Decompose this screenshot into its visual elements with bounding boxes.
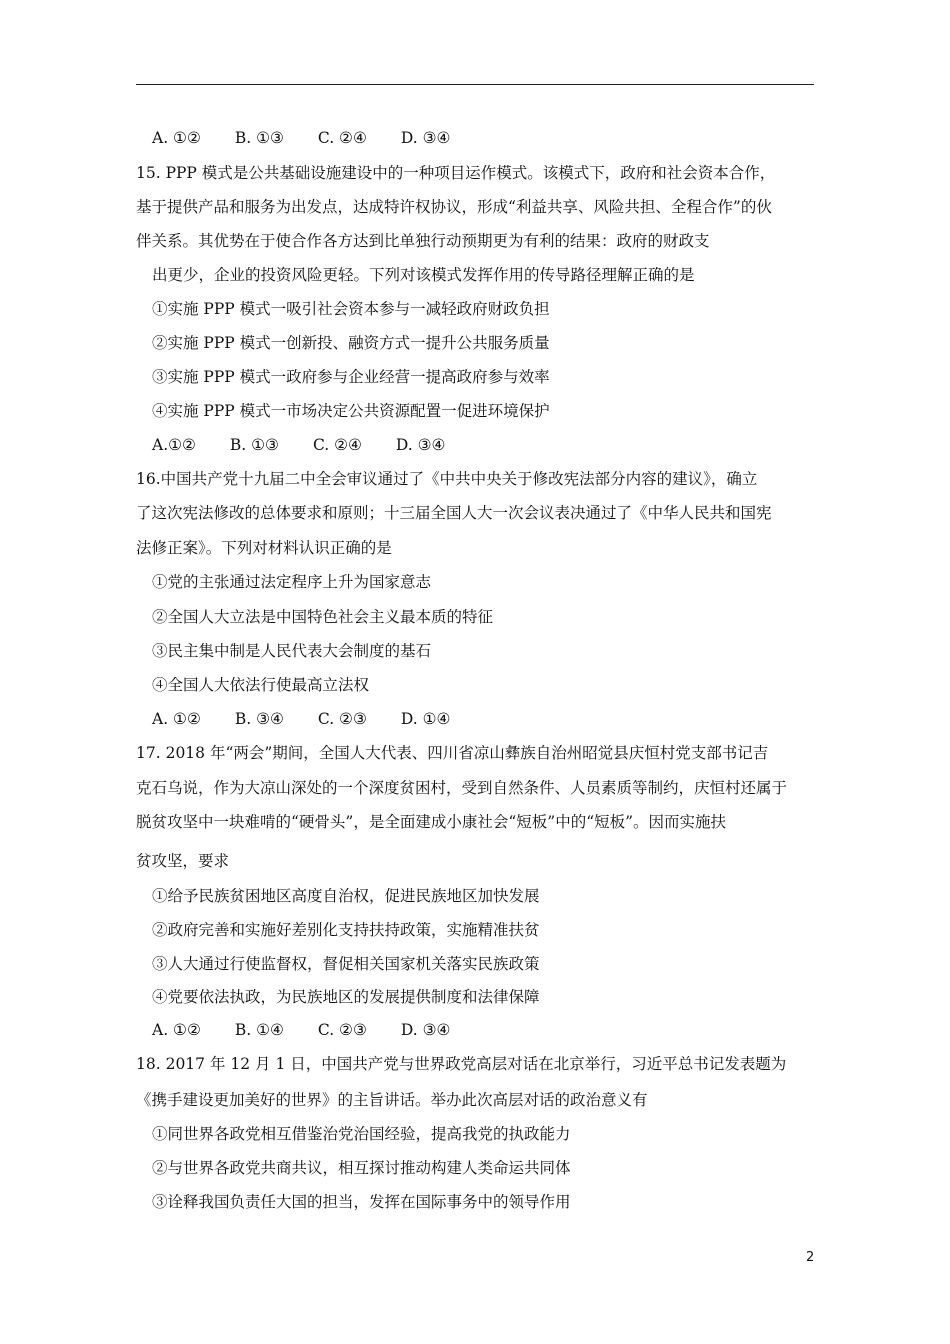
q17-option: ①给予民族贫困地区高度自治权，促进民族地区加快发展	[152, 887, 540, 905]
q17-choices	[152, 1020, 484, 1040]
choice-b: B. ③④	[234, 710, 284, 728]
q15-option: ④实施 PPP 模式一市场决定公共资源配置一促进环境保护	[152, 402, 550, 420]
q16-option: ④全国人大依法行使最高立法权	[152, 676, 370, 694]
q15-stem-line: 伴关系。其优势在于使合作各方达到比单独行动预期更为有利的结果：政府的财政支	[136, 232, 710, 250]
choice-a: A. ①②	[152, 710, 201, 728]
q14-choices	[152, 128, 484, 148]
q15-stem-line: 出更少，企业的投资风险更轻。下列对该模式发挥作用的传导路径理解正确的是	[152, 266, 695, 284]
q17-stem-line: 脱贫攻坚中一块难啃的“硬骨头”，是全面建成小康社会“短板”中的“短板”。因而实施扶	[136, 813, 727, 831]
choice-a: A. ①②	[152, 129, 201, 147]
q17-stem-line: 17. 2018 年“两会”期间，全国人大代表、四川省凉山彝族自治州昭觉县庆恒村党支部书记吉	[136, 744, 769, 762]
q18-option: ②与世界各政党共商共议，相互探讨推动构建人类命运共同体	[152, 1159, 571, 1177]
choice-d: D. ③④	[400, 129, 451, 147]
q15-choices	[152, 435, 479, 455]
q15-option: ①实施 PPP 模式一吸引社会资本参与一减轻政府财政负担	[152, 300, 550, 318]
choice-b: B. ①③	[229, 436, 279, 454]
q16-option: ③民主集中制是人民代表大会制度的基石	[152, 642, 432, 660]
choice-c: C. ②④	[312, 436, 362, 454]
choice-d: D. ③④	[395, 436, 446, 454]
choice-b: B. ①③	[234, 129, 284, 147]
q18-option: ③诠释我国负责任大国的担当，发挥在国际事务中的领导作用	[152, 1193, 571, 1211]
q16-option: ②全国人大立法是中国特色社会主义最本质的特征	[152, 608, 494, 626]
q18-option: ①同世界各政党相互借鉴治党治国经验，提高我党的执政能力	[152, 1125, 571, 1143]
q15-option: ②实施 PPP 模式一创新投、融资方式一提升公共服务质量	[152, 334, 550, 352]
choice-a: A. ①②	[152, 1021, 201, 1039]
choice-b: B. ①④	[234, 1021, 284, 1039]
q15-option: ③实施 PPP 模式一政府参与企业经营一提高政府参与效率	[152, 368, 550, 386]
q17-option: ②政府完善和实施好差别化支持扶持政策，实施精准扶贫	[152, 921, 540, 939]
q15-stem-line: 15. PPP 模式是公共基础设施建设中的一种项目运作模式。该模式下，政府和社会资本合作，	[136, 164, 776, 182]
choice-c: C. ②④	[317, 129, 367, 147]
q17-option: ④党要依法执政，为民族地区的发展提供制度和法律保障	[152, 988, 540, 1006]
q18-stem-line: 18. 2017 年 12 月 1 日，中国共产党与世界政党高层对话在北京举行，习近平总书记发表题为	[136, 1055, 787, 1073]
choice-c: C. ②③	[317, 710, 367, 728]
q15-stem-line: 基于提供产品和服务为出发点，达成特许权协议，形成“利益共享、风险共担、全程合作”的伙	[136, 198, 772, 216]
q16-stem-line: 16.中国共产党十九届二中全会审议通过了《中共中央关于修改宪法部分内容的建议》，确立	[136, 470, 758, 488]
q16-choices	[152, 709, 484, 729]
choice-d: D. ③④	[400, 1021, 451, 1039]
q16-option: ①党的主张通过法定程序上升为国家意志	[152, 573, 432, 591]
q18-stem-line: 《携手建设更加美好的世界》的主旨讲话。举办此次高层对话的政治意义有	[136, 1091, 648, 1109]
choice-c: C. ②③	[317, 1021, 367, 1039]
choice-a: A.①②	[152, 436, 196, 454]
q17-stem-line: 克石乌说，作为大凉山深处的一个深度贫困村，受到自然条件、人员素质等制约，庆恒村还属于	[136, 779, 788, 797]
choice-d: D. ①④	[400, 710, 451, 728]
q16-stem-line: 法修正案》。下列对材料认识正确的是	[136, 539, 392, 557]
header-rule	[136, 84, 814, 85]
q17-option: ③人大通过行使监督权，督促相关国家机关落实民族政策	[152, 955, 540, 973]
q17-stem-line: 贫攻坚，要求	[136, 852, 230, 870]
q16-stem-line: 了这次宪法修改的总体要求和原则；十三届全国人大一次会议表决通过了《中华人民共和国宪	[136, 504, 772, 522]
page-number: 2	[806, 1250, 815, 1265]
